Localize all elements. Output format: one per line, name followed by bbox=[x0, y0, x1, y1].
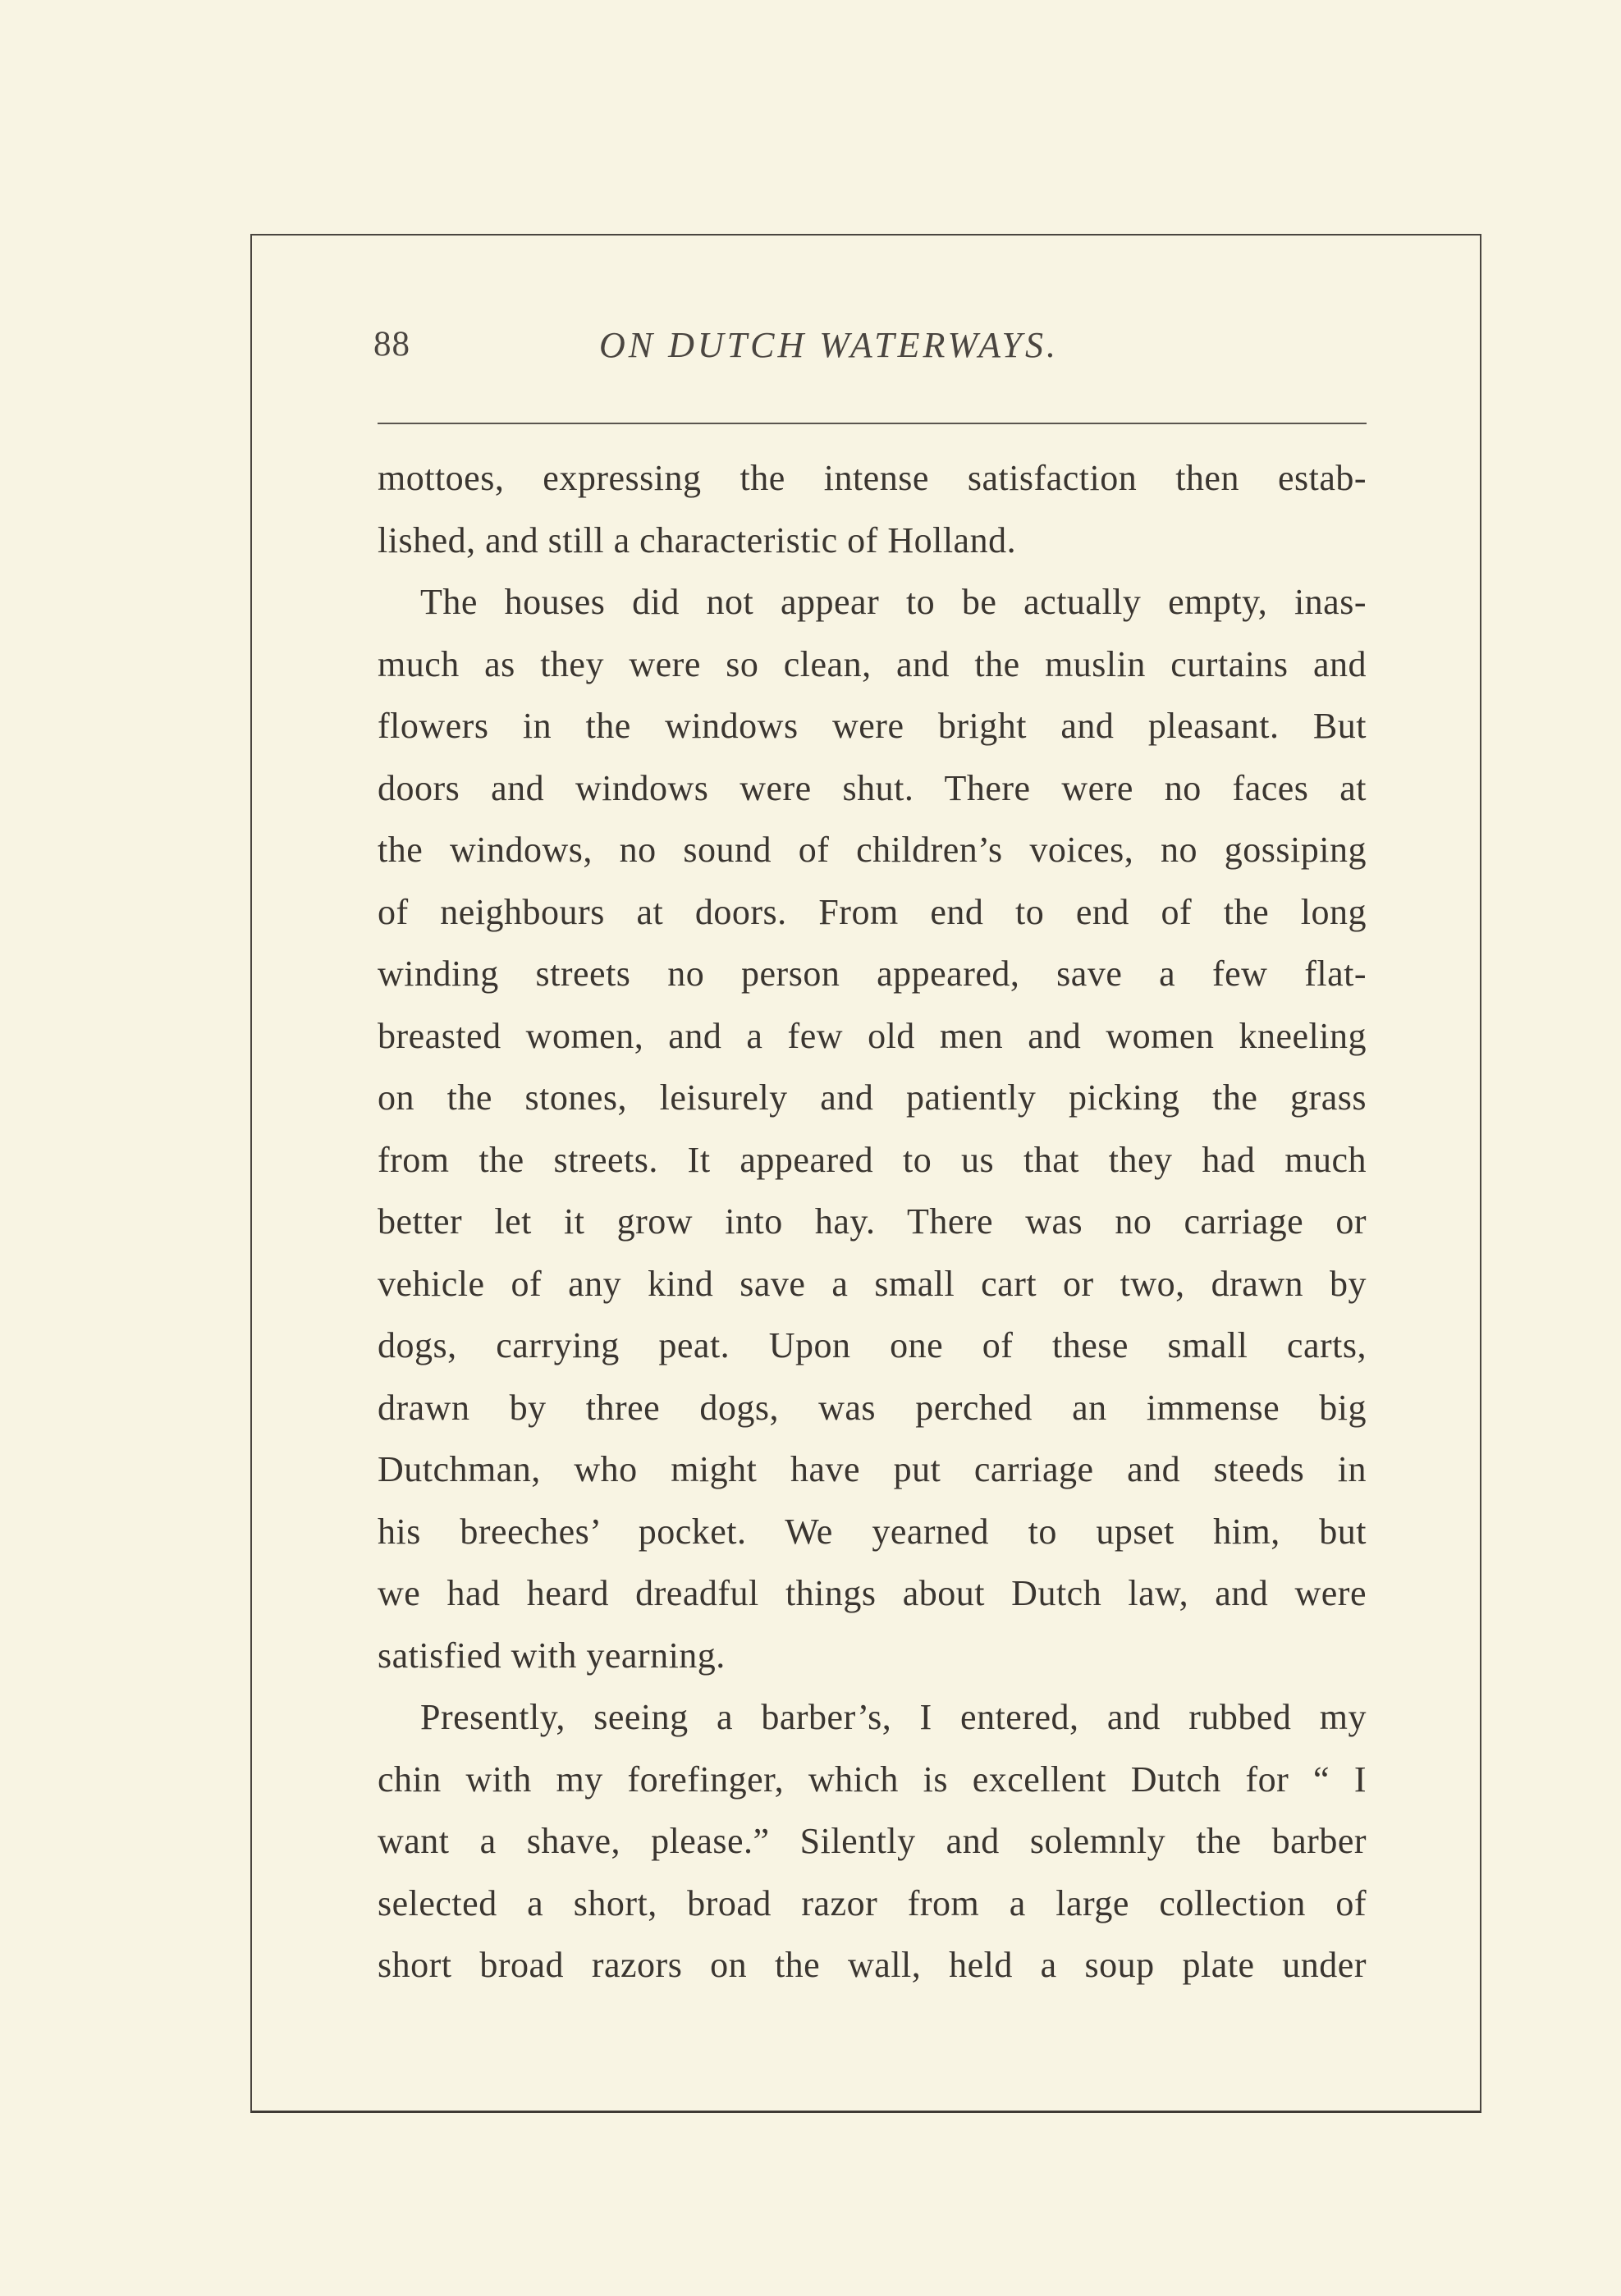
text-line: we had heard dreadful things about Dutch law, and were bbox=[378, 1573, 1367, 1613]
text-line: winding streets no person appeared, save a few flat- bbox=[378, 954, 1367, 994]
text-line: mottoes, expressing the intense satisfaction then estab- bbox=[378, 458, 1367, 498]
text-line: selected a short, broad razor from a large collection of bbox=[378, 1882, 1367, 1923]
running-title: ON DUTCH WATERWAYS. bbox=[599, 325, 1060, 365]
text-line: vehicle of any kind save a small cart or two, drawn by bbox=[378, 1263, 1367, 1304]
text-line: chin with my forefinger, which is excellent Dutch for “ I bbox=[378, 1759, 1367, 1800]
text-line: better let it grow into hay. There was no carriage or bbox=[378, 1201, 1367, 1242]
text-line: of neighbours at doors. From end to end of the long bbox=[378, 891, 1367, 932]
text-line: much as they were so clean, and the muslin curtains and bbox=[378, 643, 1367, 684]
text-line: The houses did not appear to be actually empty, inas- bbox=[420, 582, 1367, 622]
page-header bbox=[373, 324, 1367, 373]
text-line: on the stones, leisurely and patiently picking the grass bbox=[378, 1077, 1367, 1118]
text-line: flowers in the windows were bright and pleasant. But bbox=[378, 706, 1367, 746]
text-line: satisfied with yearning. bbox=[378, 1635, 726, 1676]
body-text bbox=[378, 447, 1367, 1996]
text-line: from the streets. It appeared to us that they had much bbox=[378, 1139, 1367, 1180]
text-line: short broad razors on the wall, held a soup plate under bbox=[378, 1945, 1367, 1985]
page-number: 88 bbox=[373, 325, 410, 364]
text-line: doors and windows were shut. There were no faces at bbox=[378, 767, 1367, 808]
text-line: Dutchman, who might have put carriage and steeds in bbox=[378, 1449, 1367, 1489]
text-line: lished, and still a characteristic of Holland. bbox=[378, 519, 1017, 560]
text-line: breasted women, and a few old men and women kneeling bbox=[378, 1015, 1367, 1056]
text-line: dogs, carrying peat. Upon one of these small carts, bbox=[378, 1325, 1367, 1365]
text-line: drawn by three dogs, was perched an immense big bbox=[378, 1387, 1367, 1428]
text-line: the windows, no sound of children’s voices, no gossiping bbox=[378, 830, 1367, 870]
text-line: Presently, seeing a barber’s, I entered, and rubbed my bbox=[420, 1697, 1367, 1737]
text-line: want a shave, please.” Silently and solemnly the barber bbox=[378, 1821, 1367, 1861]
text-line: his breeches’ pocket. We yearned to upset him, but bbox=[378, 1511, 1367, 1552]
header-rule bbox=[378, 423, 1367, 424]
